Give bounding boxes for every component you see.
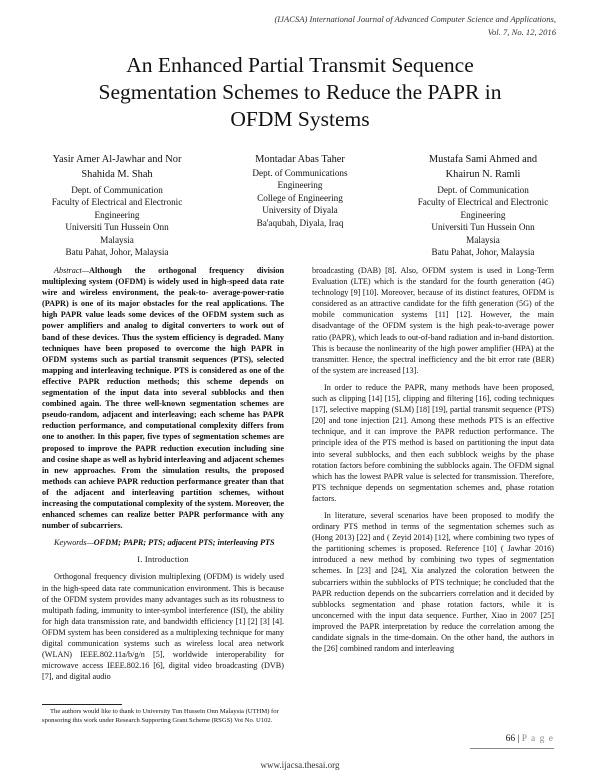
page-separator: |	[517, 734, 520, 744]
author-name: Mustafa Sami Ahmed and	[428, 154, 538, 165]
affiliation-line: Engineering	[277, 180, 323, 191]
affiliation-line: College of Engineering	[257, 192, 343, 203]
affiliation-line: Engineering	[460, 209, 506, 220]
paper-title	[40, 52, 560, 133]
author-name: Yasir Amer Al-Jawhar and Nor	[52, 154, 182, 165]
journal-header	[226, 13, 556, 39]
affiliation-line: Malaysia	[100, 234, 134, 245]
author-block-1	[32, 152, 202, 258]
author-block-2	[215, 152, 385, 229]
page-number	[506, 734, 554, 744]
abstract-text: Although the orthogonal frequency division multiplexing system (OFDM) is widely used in high-speed data rate wire and wireless environment, the peak-to- average-power-ratio (PAPR) is one of its major obstacles for the real applications. The high PAPR value leads some devices of the OFDM system such as power amplifiers and analog to digital converters to work out of band of these devices. Thus the system efficiency is degraded. Many techniques have been proposed to overcome the high PAPR in OFDM systems such as partial transmit sequences (PTS), selected mapping and interleaving technique. PTS is considered as one of the effective PAPR reduction methods; this scheme depends on segmentation of the input data into several subblocks and then combined again. The three well-known segmentation schemes are pseudo-random, adjacent and interleaving; each scheme has PAPR reduction performance, and computational complexity differs from one to another. In this paper, five types of segmentation schemes are proposed to improve the PAPR reduction execution including sine and cosine shape as well as hybrid interleaving and adjacent schemes in new approaches. From the simulation results, the proposed methods can achieve PAPR reduction performance greater than that of the adjacent and interleaving partition schemes, without increasing the computational complexity of the system. Moreover, the enhanced schemes can realize better PAPR performance with any number of subcarriers.	[42, 266, 284, 531]
author-name: Khairun N. Ramli	[445, 169, 521, 180]
left-column	[42, 265, 284, 688]
affiliation-line: Faculty of Electrical and Electronic	[417, 197, 549, 208]
page-number-value: 66	[505, 734, 516, 744]
author-name: Shahida M. Shah	[81, 169, 153, 180]
author-block-3	[398, 152, 568, 258]
affiliation-line: Malaysia	[466, 234, 500, 245]
keywords	[42, 537, 284, 548]
keywords-label: Keywords—	[54, 538, 94, 548]
affiliation-line: Dept. of Communication	[437, 185, 529, 195]
affiliation-line: Dept. of Communication	[71, 185, 163, 195]
title-line: An Enhanced Partial Transmit Sequence	[126, 53, 474, 77]
affiliation-line: Engineering	[94, 209, 140, 220]
right-column	[312, 265, 554, 660]
intro-paragraph: Orthogonal frequency division multiplexing (OFDM) is widely used in the high-speed data rate communication environment. This is because of the OFDM system provides many advantages such as its robustness to multipath fading, immunity to inter-symbol interference (ISI), the ability for high data transmission rate, and bandwidth efficiency [1] [2] [3] [4]. OFDM system has been considered as a multiplexing technique for many digital communication systems such as wireless local area network (WLAN) IEEE.802.11a/b/g/n [5], worldwide interoperability for microwave access IEEE.802.16 [6], digital video broadcasting (DVB) [7], and digital audio	[42, 572, 284, 682]
body-paragraph: In order to reduce the PAPR, many methods have been proposed, such as clipping [14] [15], clipping and filtering [16], coding techniques [17], selective mapping (SLM) [18] [19], partial transmit sequence (PTS) [20] and tone injection [21]. Among these methods PTS is an effective technique, and it can improve the PAPR reduction performance. The principle idea of the PTS method is based on partitioning the input data into several subblocks, and then each subblock weighs by the phase rotation factors before combining the subblocks again. The OFDM signal which has the lowest PAPR value is selected for transmission. Therefore, PTS technique depends on segmentation schemes and, phase rotation factors.	[312, 382, 554, 503]
affiliation-line: Faculty of Electrical and Electronic	[51, 197, 183, 208]
affiliation-line: Dept. of Communications	[252, 168, 348, 178]
journal-volume: Vol. 7, No. 12, 2016	[487, 27, 556, 37]
author-name: Montadar Abas Taher	[255, 154, 345, 165]
section-heading: I. Introduction	[137, 555, 189, 565]
body-paragraph: In literature, several scenarios have been proposed to modify the ordinary PTS method in terms of the segmentation schemes such as (Hong 2013) [22] and ( Zeyid 2014) [12], where combining two types of the partitioning schemes is proposed. Reference [10] ( Jawhar 2016) introduced a new method by combining two types of segmentation schemes. In [23] and [24], Xia analyzed the coloration between the subcarriers within the subblocks of PTS technique; he concluded that the PAPR reduction depends on the subcarriers correlation and it decided by subblocks segmentation and phase rotation factors, while it is unconcerned with the input data sequence. Further, Xiao in 2007 [25] improved the PAPR interpretation by reduce the correlation among the candidate signals in the time-domain. On the other hand, the authors in the [26] combined random and interleaving	[312, 510, 554, 654]
body-paragraph: broadcasting (DAB) [8]. Also, OFDM system is used in Long-Term Evaluation (LTE) which is the standard for the fourth generation (4G) technology [9] [10]. Moreover, because of its distinct features, OFDM is considered as an attractive candidate for the fifth generation (5G) of the mobile communication systems [11] [12]. However, the main disadvantage of the OFDM system is the high peak-to-average power ratio (PAPR), which leads to out-of-band radiation and in-band distortion. This is because the nonlinearity of the high power amplifier (HPA) at the transmitter. Hence, the spectral inefficiency and the bit error rate (BER) of the system are increased [13].	[312, 266, 554, 375]
title-line: Segmentation Schemes to Reduce the PAPR in	[98, 80, 502, 104]
journal-name: (IJACSA) International Journal of Advanced Computer Science and Applications,	[274, 14, 556, 24]
footer-rule	[470, 748, 554, 749]
affiliation-line: Ba'aqubah, Diyala, Iraq	[256, 217, 344, 228]
keywords-text: OFDM; PAPR; PTS; adjacent PTS; interleaving PTS	[93, 538, 275, 548]
title-line: OFDM Systems	[230, 107, 370, 131]
affiliation-line: Universiti Tun Hussein Onn	[65, 222, 169, 233]
abstract	[42, 265, 284, 531]
affiliation-line: Batu Pahat, Johor, Malaysia	[65, 247, 169, 258]
affiliation-line: Batu Pahat, Johor, Malaysia	[431, 247, 535, 258]
affiliation-line: University of Diyala	[262, 205, 338, 216]
abstract-label: Abstract—	[54, 266, 90, 275]
footnote: The authors would like to thank to University Tun Hussein Onn Malaysia (UTHM) for sponsoring this work under Research Supporting Grant Scheme (RSGS) Vot No. U102.	[42, 708, 279, 724]
affiliation-line: Universiti Tun Hussein Onn	[431, 222, 535, 233]
page-label: P a g e	[521, 734, 554, 744]
journal-website: www.ijacsa.thesai.org	[260, 760, 340, 770]
footnote-divider	[42, 704, 122, 705]
